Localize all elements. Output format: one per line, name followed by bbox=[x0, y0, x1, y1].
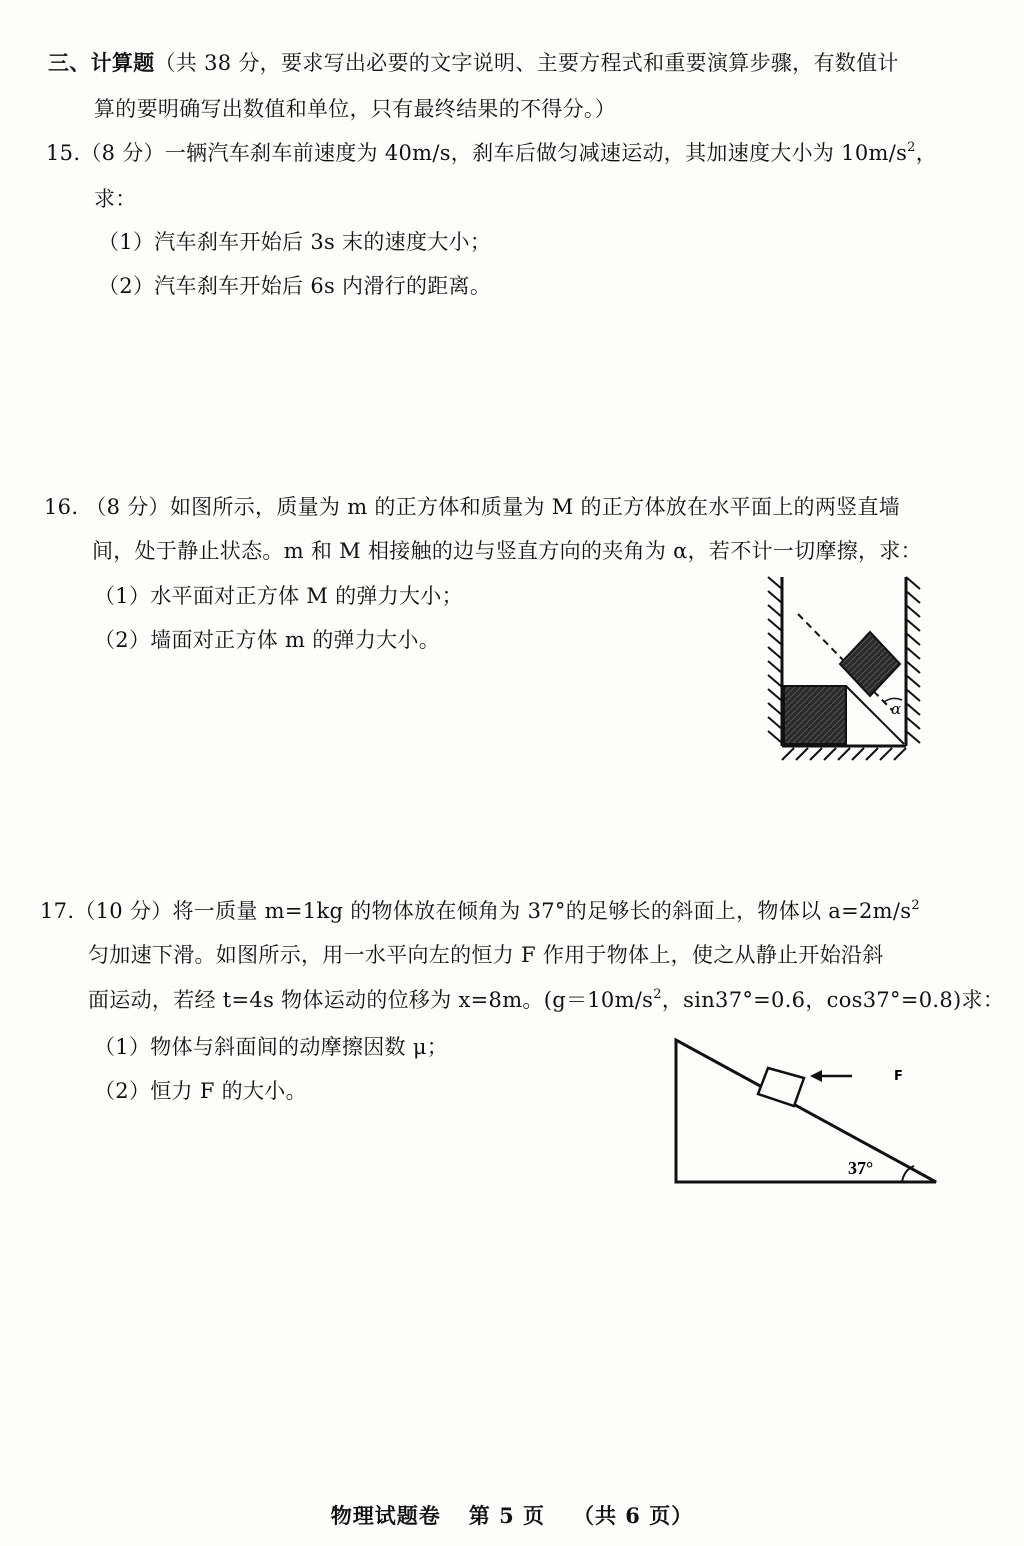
q16-sub-1: （1）水平面对正方体 M 的弹力大小； bbox=[94, 584, 463, 608]
q16-number: 16. bbox=[44, 495, 79, 519]
q15-sup: 2 bbox=[907, 140, 916, 155]
cube-M bbox=[784, 686, 846, 744]
q17-sub-1: （1）物体与斜面间的动摩擦因数 μ； bbox=[94, 1035, 449, 1059]
q16-text-2: 间，处于静止状态。m 和 M 相接触的边与竖直方向的夹角为 α，若不计一切摩擦，求： bbox=[92, 539, 922, 563]
q17-sub-2: （2）恒力 F 的大小。 bbox=[94, 1079, 307, 1103]
section-instruction-1: （共 38 分，要求写出必要的文字说明、主要方程式和重要演算步骤，有数值计 bbox=[154, 51, 899, 75]
q17-sup-1: 2 bbox=[911, 898, 920, 913]
q17-text-3a: 面运动，若经 t=4s 物体运动的位移为 x=8m。(g＝10m/s bbox=[88, 988, 654, 1012]
floor-hatch bbox=[782, 748, 906, 760]
q15-text-1: （8 分）一辆汽车刹车前速度为 40m/s，刹车后做匀减速运动，其加速度大小为 10m/s bbox=[80, 141, 908, 165]
q17-line-3 bbox=[88, 987, 1004, 1013]
q16-figure bbox=[760, 572, 930, 772]
q16-sub-2: （2）墙面对正方体 m 的弹力大小。 bbox=[94, 628, 441, 652]
q16-line-1 bbox=[44, 494, 900, 520]
section-heading: 三、计算题 bbox=[48, 50, 155, 75]
cube-m bbox=[840, 632, 900, 696]
q16-text-1: （8 分）如图所示，质量为 m 的正方体和质量为 M 的正方体放在水平面上的两竖直墙 bbox=[85, 495, 901, 519]
footer-total: （共 6 页） bbox=[573, 1503, 694, 1528]
q15-text-1-end: ， bbox=[915, 141, 938, 165]
footer-page: 第 5 页 bbox=[468, 1503, 545, 1528]
force-label: F bbox=[894, 1069, 903, 1084]
incline bbox=[676, 1040, 936, 1182]
footer-title: 物理试题卷 bbox=[330, 1503, 441, 1528]
q17-sup-3: 2 bbox=[653, 987, 662, 1002]
section-heading-line bbox=[48, 50, 899, 76]
q17-text-3b: ，sin37°=0.6，cos37°=0.8)求： bbox=[661, 988, 1005, 1012]
block bbox=[758, 1068, 804, 1106]
page-footer bbox=[0, 1500, 1024, 1530]
q17-text-2: 匀加速下滑。如图所示，用一水平向左的恒力 F 作用于物体上，使之从静止开始沿斜 bbox=[88, 943, 884, 967]
section-instruction-2: 算的要明确写出数值和单位，只有最终结果的不得分。） bbox=[94, 97, 616, 121]
q17-number: 17. bbox=[40, 899, 75, 923]
q15-sub-2: （2）汽车刹车开始后 6s 内滑行的距离。 bbox=[98, 274, 492, 298]
q15-text-2: 求： bbox=[94, 187, 137, 211]
q17-text-1: （10 分）将一质量 m=1kg 的物体放在倾角为 37°的足够长的斜面上，物体以 a=2m/s bbox=[74, 899, 912, 923]
q17-figure bbox=[666, 1030, 956, 1195]
q15-number: 15. bbox=[46, 141, 81, 165]
incline-angle-label: 37° bbox=[848, 1158, 874, 1178]
q15-line-1 bbox=[46, 140, 937, 166]
right-wall-hatch bbox=[906, 577, 920, 743]
q15-sub-1: （1）汽车刹车开始后 3s 末的速度大小； bbox=[98, 230, 492, 254]
left-wall-hatch bbox=[768, 577, 782, 743]
q17-line-1 bbox=[40, 898, 920, 924]
q16-angle-label: α bbox=[891, 700, 902, 718]
